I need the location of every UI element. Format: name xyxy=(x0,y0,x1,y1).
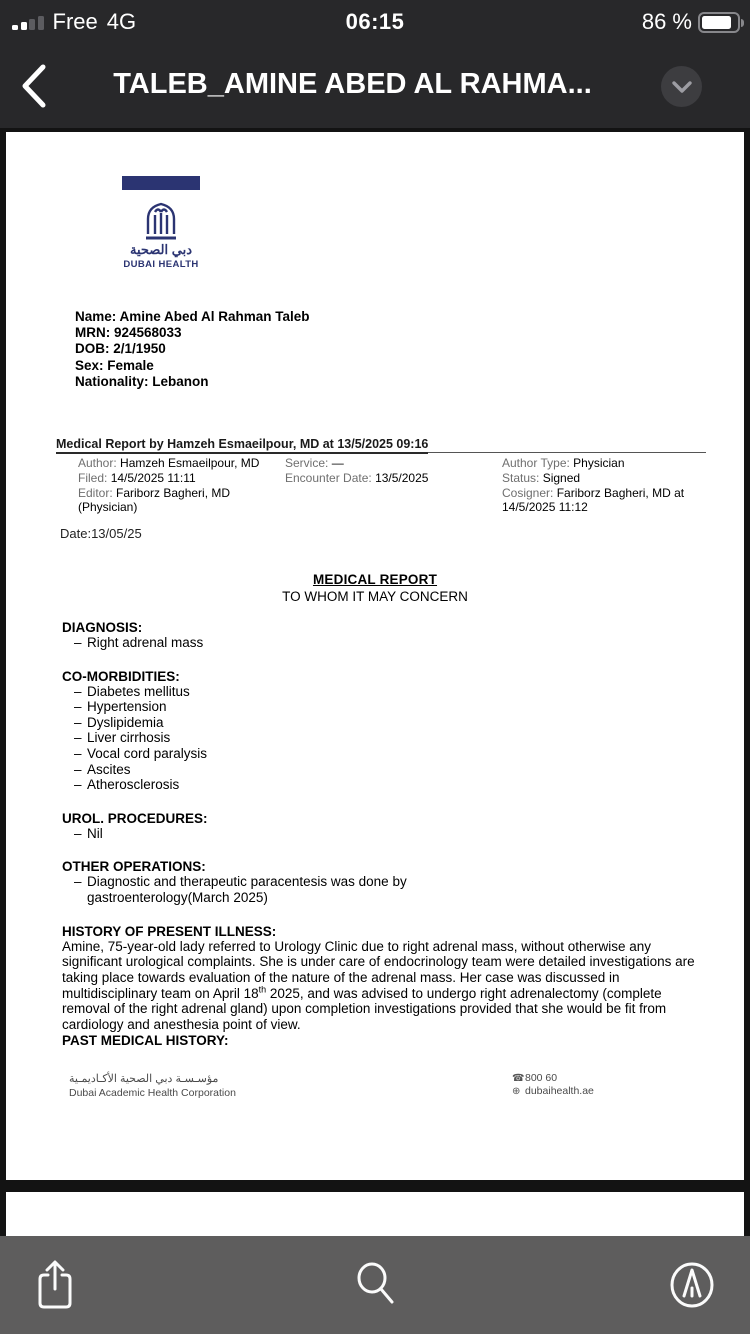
patient-mrn: MRN: 924568033 xyxy=(75,325,182,341)
network-type-label: 4G xyxy=(106,9,137,34)
ordinal-superscript: th xyxy=(258,984,267,995)
battery-icon xyxy=(698,12,740,33)
meta-service: Service: — xyxy=(285,456,344,470)
globe-icon: ⊕ xyxy=(512,1086,521,1097)
report-header-title: Medical Report by Hamzeh Esmaeilpour, MD at 13/5/2025 09:16 xyxy=(56,437,428,454)
meta-filed: Filed: 14/5/2025 11:11 xyxy=(78,470,196,485)
search-button[interactable] xyxy=(335,1236,415,1334)
list-item: – Vocal cord paralysis xyxy=(74,745,208,761)
markup-pen-icon xyxy=(667,1260,717,1310)
footer-org-english: Dubai Academic Health Corporation xyxy=(69,1087,236,1099)
list-item: – Ascites xyxy=(74,761,131,777)
status-bar xyxy=(0,0,750,44)
carrier-label: Free xyxy=(52,9,98,34)
report-meta xyxy=(56,456,706,518)
other-operations-heading: OTHER OPERATIONS: xyxy=(62,859,206,875)
report-salutation: TO WHOM IT MAY CONCERN xyxy=(282,589,468,604)
clock: 06:15 xyxy=(345,9,405,34)
document-viewport[interactable] xyxy=(0,128,750,1236)
footer-org xyxy=(69,1072,236,1099)
document-page-1 xyxy=(6,132,744,1180)
patient-demographics xyxy=(75,309,310,390)
list-item: – Diagnostic and therapeutic paracentesis was done by gastroenterology(March 2025) xyxy=(74,874,407,905)
hpi-paragraph: Amine, 75-year-old lady referred to Urology Clinic due to right adrenal mass, without otherwise any significant urological complaints. She is under care of endocrinology team were detailed investigations are taking place towards evaluation of the nature of the adrenal mass. Her case was discussed in multidisciplinary team on April 18th 2025, and was advised to undergo right adrenalectomy (complete removal of the right adrenal gland) upon completion investigations provided that she would be fit from cardiology and anesthesia point of view. xyxy=(62,938,695,1033)
meta-author-type: Author Type: Physician xyxy=(502,456,625,470)
list-item: – Atherosclerosis xyxy=(74,777,180,793)
logo-english-text: DUBAI HEALTH xyxy=(123,259,199,270)
markup-button[interactable] xyxy=(652,1236,732,1334)
logo-arabic-text: دبي الصحية xyxy=(130,242,192,257)
diagnosis-heading: DIAGNOSIS: xyxy=(62,620,143,635)
comorbidities-heading: CO-MORBIDITIES: xyxy=(62,668,180,684)
other-operations-list xyxy=(62,874,704,905)
document-title: TALEB_AMINE ABED AL RAHMA... xyxy=(113,68,592,100)
patient-dob: DOB: 2/1/1950 xyxy=(75,341,166,357)
share-button[interactable] xyxy=(15,1236,95,1334)
report-meta-col-2 xyxy=(285,456,500,486)
meta-editor: Editor: Fariborz Bagheri, MD (Physician) xyxy=(78,485,231,515)
report-meta-col-3 xyxy=(502,456,702,515)
title-dropdown-button[interactable] xyxy=(661,66,702,107)
bottom-toolbar xyxy=(0,1236,750,1334)
report-meta-col-1 xyxy=(78,456,283,515)
meta-encounter-date: Encounter Date: 13/5/2025 xyxy=(285,470,429,485)
battery-percent: 86 % xyxy=(641,9,692,34)
report-date: Date:13/05/25 xyxy=(60,526,142,541)
urol-procedures-list xyxy=(62,826,704,842)
dubai-health-building-icon xyxy=(138,200,184,240)
share-icon xyxy=(32,1258,78,1312)
meta-cosigner: Cosigner: Fariborz Bagheri, MD at 14/5/2025 11:12 xyxy=(502,485,685,515)
logo-banner-bar xyxy=(122,176,200,190)
comorbidities-list xyxy=(62,684,704,793)
list-item: – Dyslipidemia xyxy=(74,714,164,730)
patient-name: Name: Amine Abed Al Rahman Taleb xyxy=(75,309,310,324)
hpi-heading: HISTORY OF PRESENT ILLNESS: xyxy=(62,923,277,939)
list-item: – Diabetes mellitus xyxy=(74,683,190,699)
chevron-down-icon xyxy=(671,80,693,94)
dubai-health-logo xyxy=(122,176,200,270)
nav-bar xyxy=(0,44,750,128)
report-header xyxy=(56,435,706,518)
search-icon xyxy=(352,1260,398,1310)
list-item: – Nil xyxy=(74,825,103,841)
patient-nationality: Nationality: Lebanon xyxy=(75,373,209,389)
back-button[interactable] xyxy=(8,58,60,114)
report-main-title: MEDICAL REPORT xyxy=(312,572,438,587)
footer-org-arabic: مؤسـسـة دبي الصحية الأكـاديمـية xyxy=(69,1073,219,1085)
patient-sex: Sex: Female xyxy=(75,357,154,373)
meta-status: Status: Signed xyxy=(502,470,581,485)
list-item: – Right adrenal mass xyxy=(74,635,204,650)
pmh-heading: PAST MEDICAL HISTORY: xyxy=(62,1032,229,1048)
urol-procedures-heading: UROL. PROCEDURES: xyxy=(62,810,208,826)
list-item: – Hypertension xyxy=(74,699,167,715)
phone-icon: ☎ xyxy=(512,1073,525,1084)
footer-website: ⊕ dubaihealth.ae xyxy=(512,1085,594,1097)
status-right xyxy=(642,0,740,44)
report-body xyxy=(62,620,704,1048)
footer-contact xyxy=(512,1072,594,1098)
top-chrome xyxy=(0,0,750,128)
meta-author: Author: Hamzeh Esmaeilpour, MD xyxy=(78,456,260,470)
chevron-left-icon xyxy=(17,61,51,111)
document-page-2 xyxy=(6,1192,744,1236)
list-item: – Liver cirrhosis xyxy=(74,730,171,746)
footer-phone: ☎800 60 xyxy=(512,1072,558,1084)
diagnosis-list xyxy=(62,635,704,651)
